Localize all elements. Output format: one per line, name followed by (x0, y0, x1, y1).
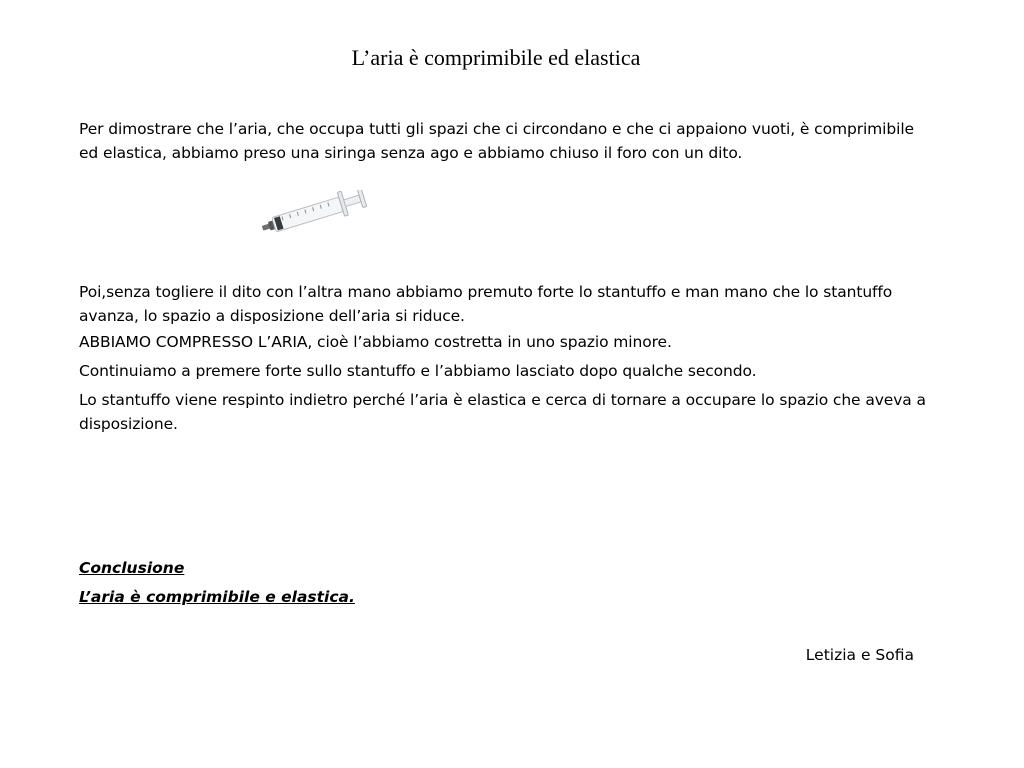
conclusion-heading: Conclusione (79, 559, 185, 577)
paragraph-elastic: Lo stantuffo viene respinto indietro perché l’aria è elastica e cerca di tornare a occupare lo spazio che aveva a disposizione. (79, 391, 926, 433)
paragraph-compress: Poi,senza togliere il dito con l’altra mano abbiamo premuto forte lo stantuffo e man mano che lo stantuffo avanza, lo spazio a disposizione dell’aria si riduce. (79, 283, 893, 325)
signature: Letizia e Sofia (805, 646, 914, 664)
paragraph-continue-pressing: Continuiamo a premere forte sullo stantuffo e l’abbiamo lasciato dopo qualche secondo. (79, 362, 757, 380)
page-title: L’aria è comprimibile ed elastica (351, 45, 641, 70)
syringe-icon (258, 190, 370, 234)
paragraph-compressed-air: ABBIAMO COMPRESSO L’ARIA, cioè l’abbiamo costretta in uno spazio minore. (79, 333, 672, 351)
conclusion-text: L’aria è comprimibile e elastica. (79, 588, 355, 606)
intro-paragraph: Per dimostrare che l’aria, che occupa tutti gli spazi che ci circondano e che ci appaiono vuoti, è comprimibile ed elastica, abbiamo preso una siringa senza ago e abbiamo chiuso il foro con un dito. (79, 120, 914, 162)
